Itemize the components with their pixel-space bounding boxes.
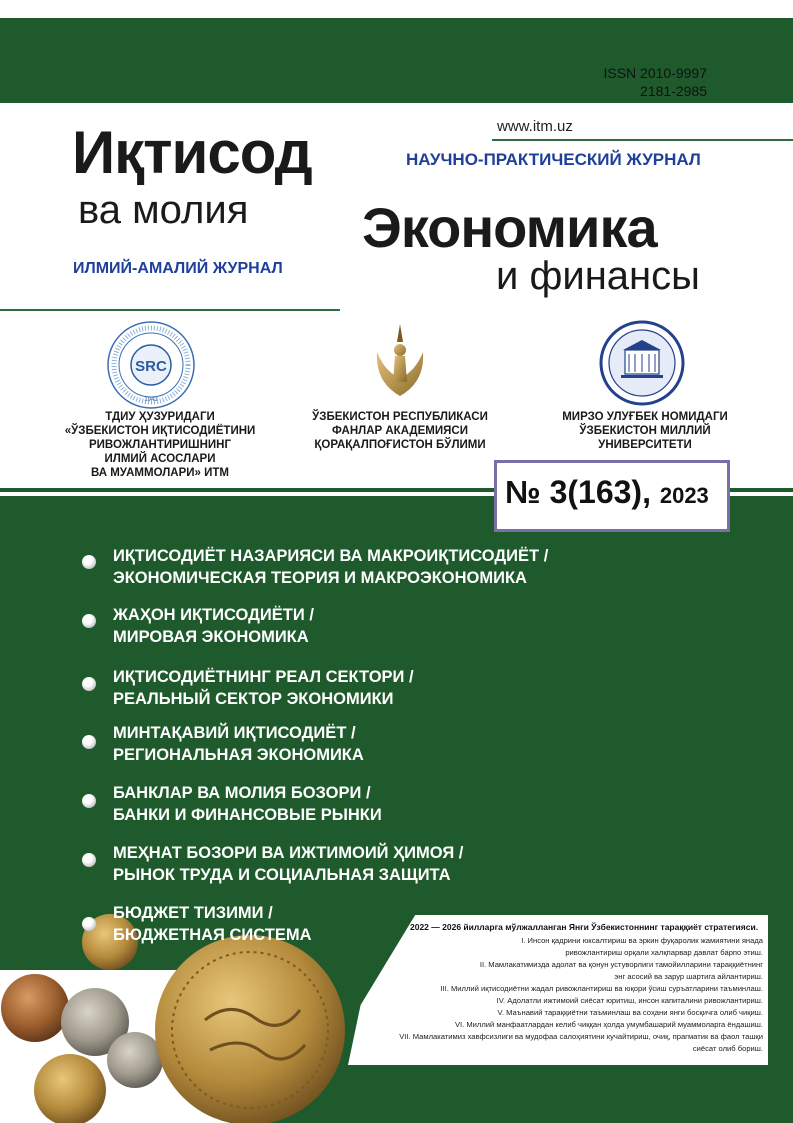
university-seal-icon — [597, 320, 687, 406]
issue-number: № 3(163), — [505, 474, 651, 510]
org-label-itm — [40, 410, 280, 480]
strategy-item: VII. Мамлакатимиз хавфсизлиги ва мудофаа салоҳиятини кучайтириш, очиқ, прагматик ва фаол ташқи — [399, 1032, 763, 1041]
section-item — [113, 902, 312, 946]
section-ru: ЭКОНОМИЧЕСКАЯ ТЕОРИЯ И МАКРОЭКОНОМИКА — [113, 569, 527, 587]
issue-year: 2023 — [659, 483, 709, 508]
section-uz: ЖАҲОН ИҚТИСОДИЁТИ / — [113, 606, 314, 624]
org-label-university — [540, 410, 750, 452]
issn-line-1: ISSN 2010-9997 — [603, 65, 707, 81]
org-line: ҚОРАҚАЛПОҒИСТОН БЎЛИМИ — [314, 439, 486, 451]
section-ru: МИРОВАЯ ЭКОНОМИКА — [113, 628, 309, 646]
strategy-item: V. Маънавий тараққиётни таъминлаш ва соҳани янги босқичга олиб чиқиш. — [497, 1008, 763, 1017]
website-link[interactable]: www.itm.uz — [497, 118, 573, 135]
seal-year: 1943 — [144, 397, 158, 403]
academy-emblem-icon — [365, 322, 435, 402]
strategy-item: I. Инсон қадрини юксалтириш ва эркин фуқаролик жамиятини янада — [521, 936, 763, 945]
org-line: «ЎЗБЕКИСТОН ИҚТИСОДИЁТИНИ — [64, 425, 256, 437]
org-line: ТДИУ ҲУЗУРИДАГИ — [105, 411, 215, 423]
website-underline — [492, 139, 793, 141]
issn-block — [603, 64, 707, 100]
org-line: ВА МУАММОЛАРИ» ИТМ — [91, 467, 229, 479]
bullet-icon — [82, 917, 96, 931]
section-uz: МЕҲНАТ БОЗОРИ ВА ИЖТИМОИЙ ҲИМОЯ / — [113, 844, 464, 862]
section-item — [113, 782, 382, 826]
issn-line-2: 2181-2985 — [640, 83, 707, 99]
strategy-item: II. Мамлакатимизда адолат ва қонун устуворлиги тамойилларини тараққиётнинг — [479, 960, 763, 969]
bullet-icon — [82, 677, 96, 691]
bullet-icon — [82, 794, 96, 808]
strategy-item: энг асосий ва зарур шартига айлантириш. — [614, 972, 763, 981]
coin-icon — [155, 935, 345, 1123]
org-line: ЎЗБЕКИСТОН РЕСПУБЛИКАСИ — [312, 411, 488, 423]
title-uz-main: Иқтисод — [72, 119, 312, 186]
section-ru: РЫНОК ТРУДА И СОЦИАЛЬНАЯ ЗАЩИТА — [113, 866, 451, 884]
org-line: ИЛМИЙ АСОСЛАРИ — [104, 453, 216, 465]
section-uz: ИҚТИСОДИЁТНИНГ РЕАЛ СЕКТОРИ / — [113, 668, 414, 686]
section-item — [113, 842, 463, 886]
coin-icon — [1, 974, 69, 1042]
strategy-item: сиёсат олиб бориш. — [692, 1044, 763, 1053]
section-ru: РЕАЛЬНЫЙ СЕКТОР ЭКОНОМИКИ — [113, 690, 394, 708]
section-item — [113, 722, 364, 766]
title-ru-main: Экономика — [362, 196, 657, 259]
strategy-item: III. Миллий иқтисодиётни жадал ривожлантириш ва юқори ўсиш суръатларини таъминлаш. — [440, 984, 763, 993]
section-uz: МИНТАҚАВИЙ ИҚТИСОДИЁТ / — [113, 724, 356, 742]
org-line: ЎЗБЕКИСТОН МИЛЛИЙ — [579, 425, 711, 437]
section-item — [113, 545, 548, 589]
bullet-icon — [82, 735, 96, 749]
divider-line — [0, 309, 340, 311]
section-ru: РЕГИОНАЛЬНАЯ ЭКОНОМИКА — [113, 746, 364, 764]
strategy-item: ривожлантириш орқали халқпарвар давлат барпо этиш. — [565, 948, 763, 957]
bullet-icon — [82, 853, 96, 867]
title-ru-secondary: и финансы — [496, 254, 700, 298]
section-item — [113, 604, 314, 648]
title-uz-secondary: ва молия — [78, 188, 249, 232]
issue-label — [505, 474, 709, 511]
section-item — [113, 666, 414, 710]
subtitle-uz: ИЛМИЙ-АМАЛИЙ ЖУРНАЛ — [73, 260, 283, 277]
org-line: УНИВЕРСИТЕТИ — [598, 439, 692, 451]
bullet-icon — [82, 555, 96, 569]
section-uz: БАНКЛАР ВА МОЛИЯ БОЗОРИ / — [113, 784, 371, 802]
section-uz: БЮДЖЕТ ТИЗИМИ / — [113, 904, 273, 922]
strategy-item: VI. Миллий манфаатлардан келиб чиққан ҳолда умумбашарий муаммоларга ёндашиш. — [454, 1020, 763, 1029]
subtitle-ru: НАУЧНО-ПРАКТИЧЕСКИЙ ЖУРНАЛ — [406, 150, 701, 169]
org-label-academy — [290, 410, 510, 452]
coin-icon — [34, 1054, 106, 1123]
bullet-icon — [82, 614, 96, 628]
coin-icon — [107, 1032, 163, 1088]
strategy-item: IV. Адолатли ижтимоий сиёсат юритиш, инсон капиталини ривожлантириш. — [496, 996, 763, 1005]
org-line: ФАНЛАР АКАДЕМИЯСИ — [332, 425, 468, 437]
seal-text: SRC — [135, 358, 167, 375]
strategy-title: 2022 — 2026 йилларга мўлжалланган Янги Ўзбекистоннинг тараққиёт стратегияси. — [410, 922, 759, 932]
org-line: МИРЗО УЛУҒБЕК НОМИДАГИ — [562, 411, 728, 423]
section-uz: ИҚТИСОДИЁТ НАЗАРИЯСИ ВА МАКРОИҚТИСОДИЁТ / — [113, 547, 549, 565]
org-line: РИВОЖЛАНТИРИШНИНГ — [89, 439, 231, 451]
src-seal-icon — [106, 320, 196, 410]
section-ru: БАНКИ И ФИНАНСОВЫЕ РЫНКИ — [113, 806, 382, 824]
section-ru: БЮДЖЕТНАЯ СИСТЕМА — [113, 926, 312, 944]
